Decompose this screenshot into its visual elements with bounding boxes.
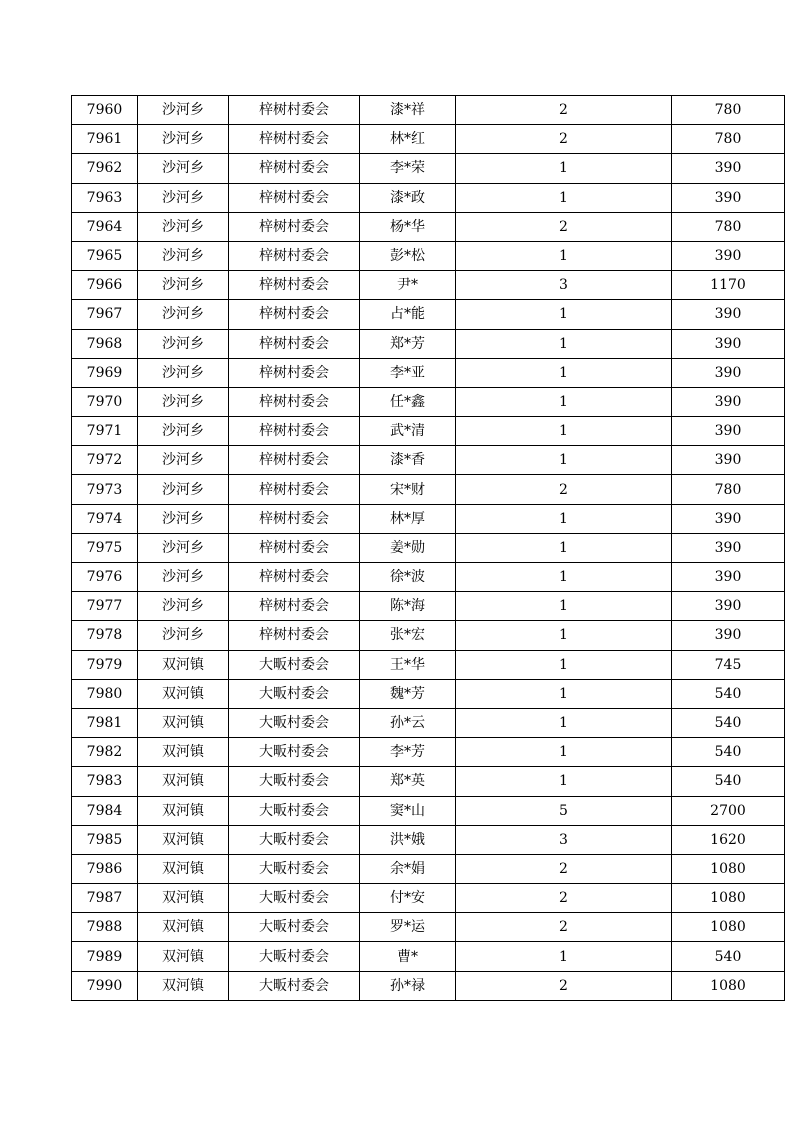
name-cell: 武*清 [360,417,456,446]
row-number-cell: 7989 [72,942,138,971]
amount-cell: 390 [672,446,785,475]
amount-cell: 2700 [672,796,785,825]
row-number-cell: 7986 [72,854,138,883]
amount-cell: 745 [672,650,785,679]
township-cell: 沙河乡 [138,475,229,504]
township-cell: 双河镇 [138,708,229,737]
name-cell: 曹* [360,942,456,971]
count-cell: 1 [456,708,672,737]
name-cell: 郑*芳 [360,329,456,358]
village-committee-cell: 梓树村委会 [229,212,360,241]
name-cell: 任*鑫 [360,387,456,416]
amount-cell: 540 [672,679,785,708]
amount-cell: 390 [672,533,785,562]
village-committee-cell: 梓树村委会 [229,621,360,650]
count-cell: 1 [456,417,672,446]
amount-cell: 390 [672,592,785,621]
township-cell: 沙河乡 [138,504,229,533]
village-committee-cell: 大畈村委会 [229,679,360,708]
count-cell: 5 [456,796,672,825]
table-row [72,708,785,737]
amount-cell: 390 [672,183,785,212]
village-committee-cell: 大畈村委会 [229,884,360,913]
village-committee-cell: 梓树村委会 [229,592,360,621]
table-row [72,271,785,300]
row-number-cell: 7964 [72,212,138,241]
township-cell: 沙河乡 [138,125,229,154]
row-number-cell: 7962 [72,154,138,183]
table-row [72,154,785,183]
amount-cell: 390 [672,417,785,446]
name-cell: 彭*松 [360,241,456,270]
amount-cell: 1620 [672,825,785,854]
count-cell: 1 [456,592,672,621]
count-cell: 1 [456,300,672,329]
row-number-cell: 7981 [72,708,138,737]
township-cell: 沙河乡 [138,533,229,562]
village-committee-cell: 大畈村委会 [229,738,360,767]
count-cell: 1 [456,329,672,358]
row-number-cell: 7975 [72,533,138,562]
village-committee-cell: 梓树村委会 [229,329,360,358]
table-row [72,212,785,241]
count-cell: 1 [456,679,672,708]
count-cell: 1 [456,358,672,387]
table-row [72,650,785,679]
village-committee-cell: 梓树村委会 [229,563,360,592]
row-number-cell: 7987 [72,884,138,913]
row-number-cell: 7988 [72,913,138,942]
name-cell: 张*宏 [360,621,456,650]
township-cell: 双河镇 [138,942,229,971]
row-number-cell: 7977 [72,592,138,621]
township-cell: 沙河乡 [138,241,229,270]
township-cell: 沙河乡 [138,300,229,329]
village-committee-cell: 梓树村委会 [229,417,360,446]
amount-cell: 390 [672,387,785,416]
row-number-cell: 7960 [72,96,138,125]
table-row [72,971,785,1000]
township-cell: 沙河乡 [138,358,229,387]
row-number-cell: 7990 [72,971,138,1000]
row-number-cell: 7974 [72,504,138,533]
village-committee-cell: 大畈村委会 [229,913,360,942]
township-cell: 双河镇 [138,679,229,708]
name-cell: 郑*英 [360,767,456,796]
village-committee-cell: 梓树村委会 [229,183,360,212]
name-cell: 宋*财 [360,475,456,504]
count-cell: 2 [456,475,672,504]
amount-cell: 390 [672,154,785,183]
village-committee-cell: 梓树村委会 [229,533,360,562]
row-number-cell: 7985 [72,825,138,854]
name-cell: 孙*云 [360,708,456,737]
village-committee-cell: 大畈村委会 [229,942,360,971]
name-cell: 洪*娥 [360,825,456,854]
amount-cell: 390 [672,358,785,387]
row-number-cell: 7961 [72,125,138,154]
count-cell: 1 [456,533,672,562]
roster-table-body [72,96,785,1001]
amount-cell: 1080 [672,884,785,913]
name-cell: 李*芳 [360,738,456,767]
row-number-cell: 7982 [72,738,138,767]
table-row [72,767,785,796]
table-row [72,533,785,562]
table-row [72,183,785,212]
row-number-cell: 7968 [72,329,138,358]
row-number-cell: 7970 [72,387,138,416]
name-cell: 漆*香 [360,446,456,475]
name-cell: 付*安 [360,884,456,913]
township-cell: 沙河乡 [138,621,229,650]
village-committee-cell: 大畈村委会 [229,708,360,737]
count-cell: 1 [456,154,672,183]
table-row [72,621,785,650]
village-committee-cell: 梓树村委会 [229,504,360,533]
name-cell: 罗*运 [360,913,456,942]
name-cell: 林*红 [360,125,456,154]
row-number-cell: 7963 [72,183,138,212]
row-number-cell: 7979 [72,650,138,679]
name-cell: 徐*波 [360,563,456,592]
name-cell: 林*厚 [360,504,456,533]
row-number-cell: 7965 [72,241,138,270]
amount-cell: 540 [672,738,785,767]
village-committee-cell: 梓树村委会 [229,358,360,387]
village-committee-cell: 梓树村委会 [229,446,360,475]
row-number-cell: 7969 [72,358,138,387]
table-row [72,942,785,971]
village-committee-cell: 大畈村委会 [229,796,360,825]
name-cell: 漆*祥 [360,96,456,125]
row-number-cell: 7980 [72,679,138,708]
name-cell: 杨*华 [360,212,456,241]
village-committee-cell: 大畈村委会 [229,971,360,1000]
township-cell: 沙河乡 [138,446,229,475]
township-cell: 沙河乡 [138,329,229,358]
amount-cell: 390 [672,563,785,592]
table-row [72,96,785,125]
name-cell: 孙*禄 [360,971,456,1000]
amount-cell: 390 [672,621,785,650]
row-number-cell: 7972 [72,446,138,475]
table-row [72,241,785,270]
amount-cell: 540 [672,942,785,971]
row-number-cell: 7984 [72,796,138,825]
name-cell: 李*亚 [360,358,456,387]
table-row [72,358,785,387]
table-row [72,300,785,329]
village-committee-cell: 梓树村委会 [229,475,360,504]
amount-cell: 390 [672,329,785,358]
township-cell: 双河镇 [138,971,229,1000]
name-cell: 尹* [360,271,456,300]
table-row [72,125,785,154]
amount-cell: 780 [672,125,785,154]
village-committee-cell: 梓树村委会 [229,96,360,125]
township-cell: 沙河乡 [138,563,229,592]
count-cell: 3 [456,825,672,854]
count-cell: 1 [456,650,672,679]
township-cell: 双河镇 [138,767,229,796]
row-number-cell: 7967 [72,300,138,329]
row-number-cell: 7966 [72,271,138,300]
township-cell: 沙河乡 [138,154,229,183]
township-cell: 双河镇 [138,650,229,679]
table-row [72,387,785,416]
row-number-cell: 7983 [72,767,138,796]
row-number-cell: 7971 [72,417,138,446]
table-row [72,913,785,942]
count-cell: 2 [456,913,672,942]
township-cell: 双河镇 [138,738,229,767]
count-cell: 1 [456,241,672,270]
amount-cell: 1170 [672,271,785,300]
amount-cell: 780 [672,475,785,504]
count-cell: 1 [456,738,672,767]
amount-cell: 1080 [672,913,785,942]
township-cell: 双河镇 [138,854,229,883]
amount-cell: 780 [672,212,785,241]
count-cell: 1 [456,942,672,971]
village-committee-cell: 大畈村委会 [229,650,360,679]
count-cell: 1 [456,767,672,796]
township-cell: 沙河乡 [138,212,229,241]
table-row [72,592,785,621]
count-cell: 2 [456,971,672,1000]
count-cell: 2 [456,212,672,241]
count-cell: 1 [456,387,672,416]
roster-table [71,95,785,1001]
count-cell: 3 [456,271,672,300]
amount-cell: 390 [672,300,785,329]
name-cell: 王*华 [360,650,456,679]
village-committee-cell: 大畈村委会 [229,767,360,796]
amount-cell: 1080 [672,971,785,1000]
count-cell: 1 [456,621,672,650]
village-committee-cell: 梓树村委会 [229,154,360,183]
count-cell: 2 [456,125,672,154]
count-cell: 1 [456,183,672,212]
village-committee-cell: 梓树村委会 [229,241,360,270]
table-row [72,446,785,475]
name-cell: 占*能 [360,300,456,329]
table-row [72,417,785,446]
village-committee-cell: 大畈村委会 [229,854,360,883]
township-cell: 双河镇 [138,913,229,942]
name-cell: 漆*政 [360,183,456,212]
count-cell: 1 [456,504,672,533]
count-cell: 1 [456,446,672,475]
township-cell: 沙河乡 [138,96,229,125]
village-committee-cell: 梓树村委会 [229,387,360,416]
township-cell: 沙河乡 [138,183,229,212]
table-row [72,884,785,913]
village-committee-cell: 大畈村委会 [229,825,360,854]
row-number-cell: 7978 [72,621,138,650]
table-row [72,854,785,883]
count-cell: 2 [456,884,672,913]
name-cell: 李*荣 [360,154,456,183]
amount-cell: 390 [672,504,785,533]
amount-cell: 780 [672,96,785,125]
township-cell: 沙河乡 [138,271,229,300]
township-cell: 双河镇 [138,884,229,913]
row-number-cell: 7976 [72,563,138,592]
township-cell: 沙河乡 [138,417,229,446]
table-row [72,738,785,767]
name-cell: 魏*芳 [360,679,456,708]
township-cell: 双河镇 [138,796,229,825]
township-cell: 沙河乡 [138,592,229,621]
count-cell: 1 [456,563,672,592]
table-row [72,329,785,358]
table-row [72,504,785,533]
amount-cell: 540 [672,767,785,796]
row-number-cell: 7973 [72,475,138,504]
village-committee-cell: 梓树村委会 [229,300,360,329]
name-cell: 姜*勋 [360,533,456,562]
count-cell: 2 [456,854,672,883]
amount-cell: 540 [672,708,785,737]
table-row [72,563,785,592]
township-cell: 双河镇 [138,825,229,854]
table-row [72,796,785,825]
village-committee-cell: 梓树村委会 [229,125,360,154]
count-cell: 2 [456,96,672,125]
amount-cell: 390 [672,241,785,270]
table-row [72,679,785,708]
name-cell: 陈*海 [360,592,456,621]
village-committee-cell: 梓树村委会 [229,271,360,300]
table-row [72,825,785,854]
name-cell: 窦*山 [360,796,456,825]
township-cell: 沙河乡 [138,387,229,416]
name-cell: 余*娟 [360,854,456,883]
table-row [72,475,785,504]
amount-cell: 1080 [672,854,785,883]
